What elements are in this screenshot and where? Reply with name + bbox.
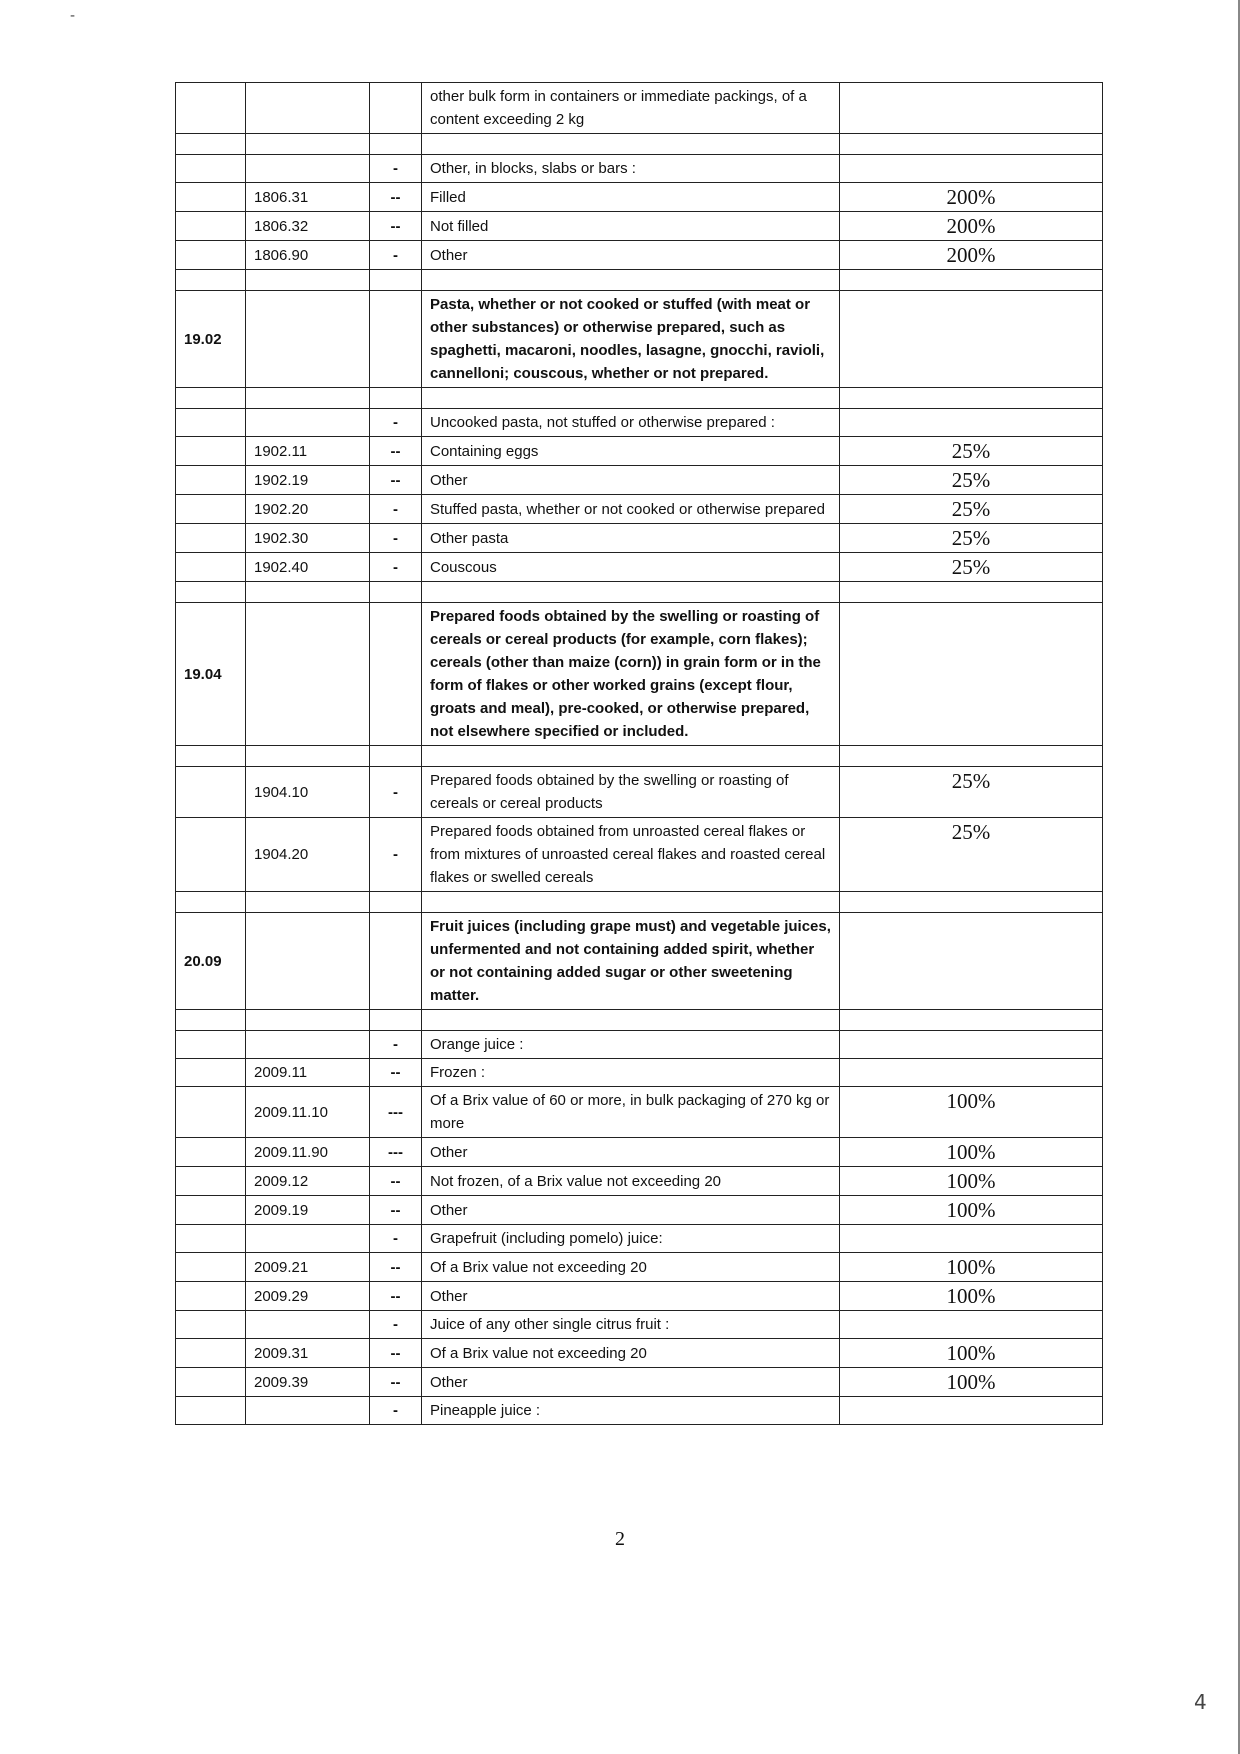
duty-rate-cell: 100% [840, 1087, 1103, 1138]
tariff-code-cell: 1902.19 [246, 466, 370, 495]
empty-cell [246, 1010, 370, 1031]
indent-dash-cell: - [370, 1225, 422, 1253]
description-cell: Pineapple juice : [422, 1397, 840, 1425]
duty-rate-cell: 100% [840, 1368, 1103, 1397]
table-row [176, 1087, 1103, 1138]
duty-rate-cell: 100% [840, 1253, 1103, 1282]
heading-number-cell [176, 1311, 246, 1339]
empty-cell [422, 1010, 840, 1031]
indent-dash-cell: - [370, 1397, 422, 1425]
description-cell: Other [422, 1196, 840, 1225]
table-row [176, 1138, 1103, 1167]
empty-cell [840, 892, 1103, 913]
empty-cell [246, 388, 370, 409]
tariff-code-cell: 1902.40 [246, 553, 370, 582]
heading-number-cell [176, 495, 246, 524]
duty-rate-cell: 25% [840, 553, 1103, 582]
heading-number-cell [176, 241, 246, 270]
corner-mark: 4 [1194, 1690, 1207, 1714]
description-cell: Pasta, whether or not cooked or stuffed (with meat or other substances) or otherwise prepared, such as spaghetti, macaroni, noodles, lasagne, gnocchi, ravioli, cannelloni; couscous, whether or not prepared. [422, 291, 840, 388]
indent-dash-cell: -- [370, 1368, 422, 1397]
description-cell: Prepared foods obtained by the swelling or roasting of cereals or cereal products [422, 767, 840, 818]
table-row [176, 767, 1103, 818]
description-cell: Other [422, 241, 840, 270]
heading-number-cell [176, 1339, 246, 1368]
heading-number-cell [176, 183, 246, 212]
empty-cell [370, 388, 422, 409]
indent-dash-cell: -- [370, 466, 422, 495]
indent-dash-cell: - [370, 409, 422, 437]
indent-dash-cell: --- [370, 1087, 422, 1138]
duty-rate-cell: 25% [840, 495, 1103, 524]
empty-cell [370, 746, 422, 767]
description-cell: Other [422, 1138, 840, 1167]
indent-dash-cell: - [370, 553, 422, 582]
table-row [176, 1196, 1103, 1225]
description-cell: Of a Brix value not exceeding 20 [422, 1339, 840, 1368]
duty-rate-cell: 25% [840, 466, 1103, 495]
empty-cell [370, 892, 422, 913]
description-cell: Prepared foods obtained from unroasted cereal flakes or from mixtures of unroasted cereal flakes and roasted cereal flakes or swelled cereals [422, 818, 840, 892]
duty-rate-cell [840, 1059, 1103, 1087]
description-cell: Not frozen, of a Brix value not exceeding 20 [422, 1167, 840, 1196]
empty-cell [840, 582, 1103, 603]
description-cell: Uncooked pasta, not stuffed or otherwise prepared : [422, 409, 840, 437]
table-row [176, 1253, 1103, 1282]
description-cell: Other [422, 1282, 840, 1311]
tariff-code-cell: 2009.12 [246, 1167, 370, 1196]
indent-dash-cell: -- [370, 1059, 422, 1087]
heading-number-cell [176, 1059, 246, 1087]
table-row [176, 183, 1103, 212]
empty-cell [422, 134, 840, 155]
table-row [176, 291, 1103, 388]
empty-cell [370, 134, 422, 155]
table-row [176, 553, 1103, 582]
empty-cell [370, 1010, 422, 1031]
empty-cell [422, 892, 840, 913]
tariff-code-cell [246, 155, 370, 183]
tariff-code-cell [246, 1031, 370, 1059]
duty-rate-cell: 25% [840, 524, 1103, 553]
duty-rate-cell: 200% [840, 241, 1103, 270]
description-cell: Orange juice : [422, 1031, 840, 1059]
empty-cell [246, 746, 370, 767]
table-row [176, 437, 1103, 466]
empty-cell [840, 1010, 1103, 1031]
spacer-row [176, 582, 1103, 603]
indent-dash-cell: -- [370, 183, 422, 212]
table-row [176, 1282, 1103, 1311]
tariff-code-cell [246, 603, 370, 746]
table-row [176, 1311, 1103, 1339]
indent-dash-cell: - [370, 155, 422, 183]
indent-dash-cell [370, 291, 422, 388]
empty-cell [176, 582, 246, 603]
tariff-code-cell: 1806.32 [246, 212, 370, 241]
tariff-code-cell: 2009.39 [246, 1368, 370, 1397]
table-row [176, 83, 1103, 134]
indent-dash-cell: -- [370, 1253, 422, 1282]
heading-number-cell [176, 1196, 246, 1225]
heading-number-cell: 19.02 [176, 291, 246, 388]
duty-rate-cell: 25% [840, 767, 1103, 818]
indent-dash-cell: - [370, 524, 422, 553]
duty-rate-cell [840, 83, 1103, 134]
empty-cell [246, 270, 370, 291]
heading-number-cell [176, 1031, 246, 1059]
page-number: 2 [615, 1528, 625, 1550]
heading-number-cell [176, 1225, 246, 1253]
heading-number-cell [176, 1167, 246, 1196]
description-cell: Frozen : [422, 1059, 840, 1087]
tariff-code-cell: 2009.11 [246, 1059, 370, 1087]
description-cell: Other [422, 466, 840, 495]
tariff-code-cell [246, 913, 370, 1010]
description-cell: other bulk form in containers or immediate packings, of a content exceeding 2 kg [422, 83, 840, 134]
indent-dash-cell: - [370, 818, 422, 892]
duty-rate-cell [840, 603, 1103, 746]
scan-speck: - [70, 8, 76, 24]
duty-rate-cell: 100% [840, 1196, 1103, 1225]
indent-dash-cell [370, 83, 422, 134]
indent-dash-cell: -- [370, 1339, 422, 1368]
spacer-row [176, 746, 1103, 767]
empty-cell [176, 134, 246, 155]
heading-number-cell [176, 437, 246, 466]
tariff-code-cell [246, 409, 370, 437]
tariff-code-cell: 2009.11.10 [246, 1087, 370, 1138]
heading-number-cell [176, 1397, 246, 1425]
empty-cell [840, 134, 1103, 155]
heading-number-cell: 20.09 [176, 913, 246, 1010]
table-row [176, 1339, 1103, 1368]
description-cell: Not filled [422, 212, 840, 241]
tariff-code-cell: 1904.20 [246, 818, 370, 892]
table-row [176, 1059, 1103, 1087]
indent-dash-cell: - [370, 495, 422, 524]
indent-dash-cell: --- [370, 1138, 422, 1167]
empty-cell [370, 582, 422, 603]
tariff-code-cell: 1806.90 [246, 241, 370, 270]
table-row [176, 155, 1103, 183]
empty-cell [422, 746, 840, 767]
tariff-code-cell: 1806.31 [246, 183, 370, 212]
indent-dash-cell: - [370, 1031, 422, 1059]
duty-rate-cell [840, 1225, 1103, 1253]
duty-rate-cell: 100% [840, 1282, 1103, 1311]
tariff-code-cell [246, 291, 370, 388]
indent-dash-cell [370, 603, 422, 746]
duty-rate-cell [840, 1311, 1103, 1339]
tariff-code-cell: 1902.30 [246, 524, 370, 553]
tariff-code-cell: 2009.29 [246, 1282, 370, 1311]
empty-cell [422, 582, 840, 603]
table-row [176, 241, 1103, 270]
heading-number-cell [176, 83, 246, 134]
duty-rate-cell: 100% [840, 1167, 1103, 1196]
empty-cell [246, 134, 370, 155]
empty-cell [422, 388, 840, 409]
description-cell: Of a Brix value of 60 or more, in bulk packaging of 270 kg or more [422, 1087, 840, 1138]
table-row [176, 409, 1103, 437]
heading-number-cell [176, 767, 246, 818]
spacer-row [176, 134, 1103, 155]
description-cell: Prepared foods obtained by the swelling or roasting of cereals or cereal products (for example, corn flakes); cereals (other than maize (corn)) in grain form or in the form of flakes or other worked grains (except flour, groats and meal), pre-cooked, or otherwise prepared, not elsewhere specified or included. [422, 603, 840, 746]
indent-dash-cell: -- [370, 212, 422, 241]
indent-dash-cell: -- [370, 437, 422, 466]
table-row [176, 913, 1103, 1010]
duty-rate-cell: 200% [840, 212, 1103, 241]
table-row [176, 524, 1103, 553]
indent-dash-cell: - [370, 767, 422, 818]
table-row [176, 1368, 1103, 1397]
empty-cell [176, 892, 246, 913]
heading-number-cell [176, 1368, 246, 1397]
indent-dash-cell: -- [370, 1196, 422, 1225]
indent-dash-cell [370, 913, 422, 1010]
spacer-row [176, 270, 1103, 291]
heading-number-cell [176, 553, 246, 582]
duty-rate-cell: 100% [840, 1339, 1103, 1368]
tariff-code-cell [246, 1225, 370, 1253]
duty-rate-cell [840, 1397, 1103, 1425]
duty-rate-cell [840, 1031, 1103, 1059]
table-row [176, 603, 1103, 746]
description-cell: Other, in blocks, slabs or bars : [422, 155, 840, 183]
indent-dash-cell: -- [370, 1282, 422, 1311]
tariff-table [175, 82, 1103, 1425]
tariff-code-cell: 1902.11 [246, 437, 370, 466]
duty-rate-cell [840, 155, 1103, 183]
tariff-code-cell: 2009.19 [246, 1196, 370, 1225]
spacer-row [176, 892, 1103, 913]
empty-cell [840, 270, 1103, 291]
duty-rate-cell: 25% [840, 818, 1103, 892]
table-row [176, 495, 1103, 524]
tariff-code-cell: 2009.11.90 [246, 1138, 370, 1167]
empty-cell [176, 270, 246, 291]
table-row [176, 818, 1103, 892]
duty-rate-cell: 200% [840, 183, 1103, 212]
heading-number-cell [176, 818, 246, 892]
tariff-code-cell: 1904.10 [246, 767, 370, 818]
empty-cell [840, 746, 1103, 767]
spacer-row [176, 388, 1103, 409]
description-cell: Other pasta [422, 524, 840, 553]
table-row [176, 212, 1103, 241]
heading-number-cell [176, 1087, 246, 1138]
heading-number-cell [176, 409, 246, 437]
heading-number-cell [176, 1138, 246, 1167]
tariff-code-cell [246, 1397, 370, 1425]
description-cell: Grapefruit (including pomelo) juice: [422, 1225, 840, 1253]
heading-number-cell [176, 524, 246, 553]
empty-cell [176, 388, 246, 409]
empty-cell [370, 270, 422, 291]
empty-cell [246, 892, 370, 913]
empty-cell [176, 1010, 246, 1031]
indent-dash-cell: -- [370, 1167, 422, 1196]
table-row [176, 466, 1103, 495]
tariff-code-cell [246, 83, 370, 134]
table-row [176, 1167, 1103, 1196]
description-cell: Fruit juices (including grape must) and vegetable juices, unfermented and not containing added spirit, whether or not containing added sugar or other sweetening matter. [422, 913, 840, 1010]
duty-rate-cell [840, 409, 1103, 437]
description-cell: Of a Brix value not exceeding 20 [422, 1253, 840, 1282]
duty-rate-cell [840, 913, 1103, 1010]
heading-number-cell [176, 1282, 246, 1311]
heading-number-cell [176, 155, 246, 183]
indent-dash-cell: - [370, 241, 422, 270]
tariff-table-body [176, 83, 1103, 1425]
description-cell: Filled [422, 183, 840, 212]
table-row [176, 1031, 1103, 1059]
indent-dash-cell: - [370, 1311, 422, 1339]
empty-cell [176, 746, 246, 767]
duty-rate-cell: 25% [840, 437, 1103, 466]
table-row [176, 1397, 1103, 1425]
heading-number-cell [176, 1253, 246, 1282]
empty-cell [246, 582, 370, 603]
table-row [176, 1225, 1103, 1253]
tariff-code-cell: 2009.21 [246, 1253, 370, 1282]
description-cell: Containing eggs [422, 437, 840, 466]
empty-cell [840, 388, 1103, 409]
duty-rate-cell [840, 291, 1103, 388]
description-cell: Other [422, 1368, 840, 1397]
tariff-code-cell: 2009.31 [246, 1339, 370, 1368]
description-cell: Stuffed pasta, whether or not cooked or otherwise prepared [422, 495, 840, 524]
description-cell: Couscous [422, 553, 840, 582]
tariff-code-cell: 1902.20 [246, 495, 370, 524]
tariff-code-cell [246, 1311, 370, 1339]
spacer-row [176, 1010, 1103, 1031]
heading-number-cell: 19.04 [176, 603, 246, 746]
description-cell: Juice of any other single citrus fruit : [422, 1311, 840, 1339]
heading-number-cell [176, 466, 246, 495]
heading-number-cell [176, 212, 246, 241]
empty-cell [422, 270, 840, 291]
duty-rate-cell: 100% [840, 1138, 1103, 1167]
